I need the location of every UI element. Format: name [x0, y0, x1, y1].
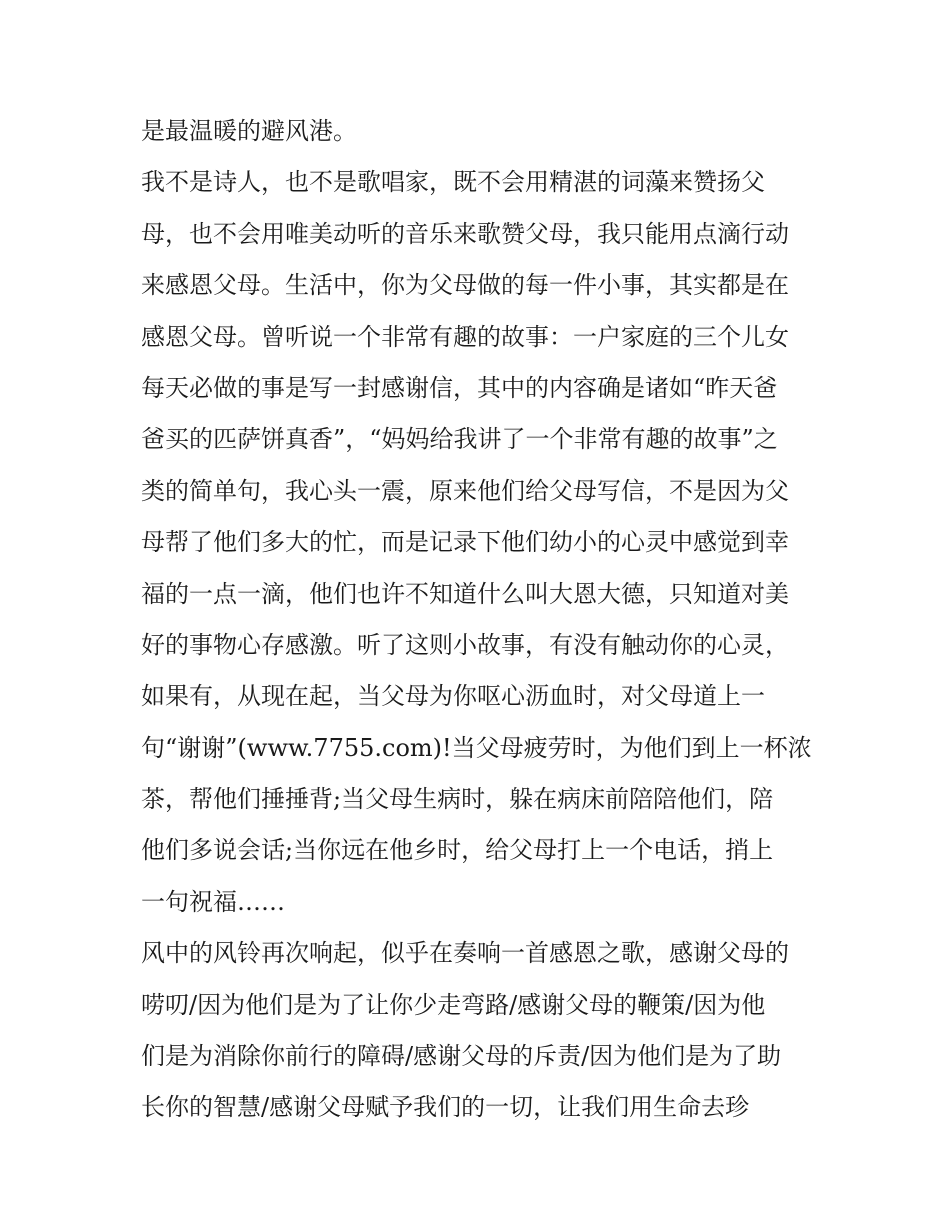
text-line: 风中的风铃再次响起，似乎在奏响一首感恩之歌，感谢父母的: [141, 939, 789, 968]
text-line: 爸买的匹萨饼真香”，“妈妈给我讲了一个非常有趣的故事”之: [141, 425, 778, 454]
text-line: 来感恩父母。生活中，你为父母做的每一件小事，其实都是在: [141, 271, 789, 300]
text-line: 好的事物心存感激。听了这则小故事，有没有触动你的心灵，: [141, 630, 789, 659]
text-line: 是最温暖的避风港。: [141, 117, 357, 145]
text-line: 福的一点一滴，他们也许不知道什么叫大恩大德，只知道对美: [141, 579, 789, 608]
text-line: 一句祝福……: [141, 887, 285, 916]
text-line: 如果有，从现在起，当父母为你呕心沥血时，对父母道上一: [141, 682, 765, 711]
text-line: 感恩父母。曾听说一个非常有趣的故事：一户家庭的三个儿女: [141, 322, 789, 351]
text-line: 唠叨/因为他们是为了让你少走弯路/感谢父母的鞭策/因为他: [141, 990, 766, 1019]
text-line: 句“谢谢”(www.7755.com)!当父母疲劳时，为他们到上一杯浓: [141, 733, 812, 762]
text-line: 每天必做的事是写一封感谢信，其中的内容确是诸如“昨天爸: [141, 373, 778, 402]
text-line: 他们多说会话;当你远在他乡时，给父母打上一个电话，捎上: [141, 836, 774, 865]
body-text: [141, 106, 821, 1134]
text-line: 类的简单句，我心头一震，原来他们给父母写信，不是因为父: [141, 476, 789, 505]
text-line: 长你的智慧/感谢父母赋予我们的一切，让我们用生命去珍: [141, 1093, 750, 1122]
text-line: 母，也不会用唯美动听的音乐来歌赞父母，我只能用点滴行动: [141, 219, 789, 248]
text-line: 茶，帮他们捶捶背;当父母生病时，躲在病床前陪陪他们，陪: [141, 785, 774, 814]
text-line: 们是为消除你前行的障碍/感谢父母的斥责/因为他们是为了助: [141, 1042, 782, 1071]
text-line: 我不是诗人，也不是歌唱家，既不会用精湛的词藻来赞扬父: [141, 168, 765, 197]
text-line: 母帮了他们多大的忙，而是记录下他们幼小的心灵中感觉到幸: [141, 528, 789, 557]
